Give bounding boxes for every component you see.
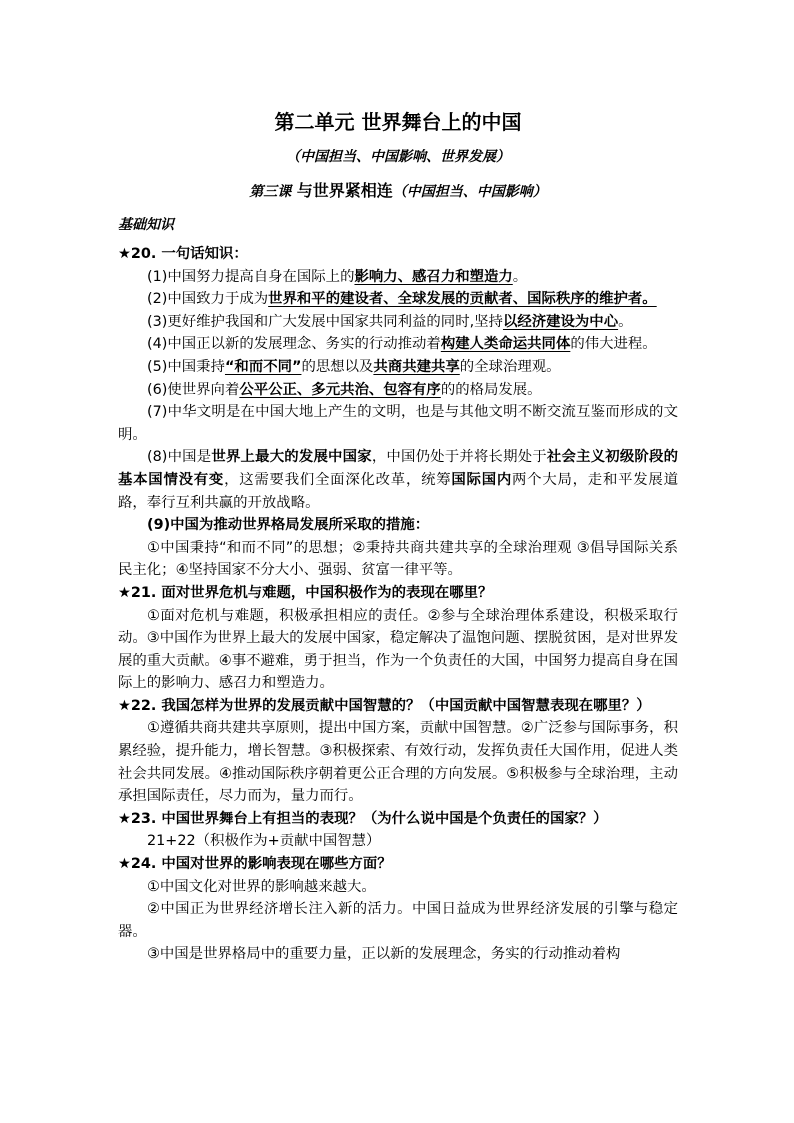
q20-item-9-body: ①中国秉持“和而不同”的思想；②秉持共商共建共享的全球治理观 ③倡导国际关系民主化；④坚持国家不分大小、强弱、贫富一律平等。 (118, 539, 678, 579)
section-heading: 基础知识 (118, 217, 174, 233)
q23-body: 21+22（积极作为+贡献中国智慧） (147, 833, 381, 850)
lesson-title (118, 178, 678, 201)
q21-heading: ★21. 面对世界危机与难题，中国积极作为的表现在哪里？ (118, 584, 493, 601)
q20-item-4: (4)中国正以新的发展理念、务实的行动推动着构建人类命运共同体的伟大进程。 (147, 336, 657, 353)
q20-item-5: (5)中国秉持“和而不同”的思想以及共商共建共享的全球治理观。 (147, 358, 561, 375)
content-body (118, 243, 678, 966)
unit-title: 第二单元 世界舞台上的中国 (274, 110, 522, 134)
q20-heading: ★20. 一句话知识： (118, 246, 248, 262)
q20-item-9: (9)中国为推动世界格局发展所采取的措施： (147, 517, 430, 534)
q20-item-3: (3)更好维护我国和广大发展中国家共同利益的同时,坚持以经济建设为中心。 (147, 313, 633, 330)
q24-point-2: ②中国正为世界经济增长注入新的活力。中国日益成为世界经济发展的引擎与稳定器。 (118, 901, 678, 940)
q23-heading: ★23. 中国世界舞台上有担当的表现？（为什么说中国是个负责任的国家？） (118, 810, 608, 827)
q22-body: ①遵循共商共建共享原则，提出中国方案，贡献中国智慧。②广泛参与国际事务，积累经验，提升能力，增长智慧。③积极探索、有效行动，发挥负责任大国作用，促进人类社会共同发展。④推动国际秩序朝着更公正合理的方向发展。⑤积极参与全球治理，主动承担国际责任，尽力而为，量力而行。 (118, 720, 678, 805)
lesson-note: （中国担当、中国影响） (392, 184, 547, 200)
lesson-name: 与世界紧相连 (291, 181, 393, 200)
q24-heading: ★24. 中国对世界的影响表现在哪些方面？ (118, 856, 392, 873)
q20-item-2: (2)中国致力于成为世界和平的建设者、全球发展的贡献者、国际秩序的维护者。 (147, 291, 657, 308)
q20-item-8: (8)中国是世界上最大的发展中国家，中国仍处于并将长期处于社会主义初级阶段的基本国情没有变，这需要我们全面深化改革，统筹国际国内两个大局，走和平发展道路，奉行互利共赢的开放战略。 (118, 449, 678, 511)
q24-point-3: ③中国是世界格局中的重要力量，正以新的发展理念，务实的行动推动着构 (147, 946, 621, 963)
unit-subtitle: （中国担当、中国影响、世界发展） (286, 149, 510, 165)
q20-item-6: (6)使世界向着公平公正、多元共治、包容有序的的格局发展。 (147, 381, 542, 398)
q22-heading: ★22. 我国怎样为世界的发展贡献中国智慧的？（中国贡献中国智慧表现在哪里？） (118, 697, 651, 714)
q20-item-7: (7)中华文明是在中国大地上产生的文明，也是与其他文明不断交流互鉴而形成的文明。 (118, 404, 678, 443)
lesson-prefix: 第三课 (249, 184, 292, 200)
q21-body: ①面对危机与难题，积极承担相应的责任。②参与全球治理体系建设，积极采取行动。③中国作为世界上最大的发展中国家，稳定解决了温饱问题、摆脱贫困，是对世界发展的重大贡献。④事不避难，勇于担当，作为一个负责任的大国，中国努力提高自身在国际上的影响力、感召力和塑造力。 (118, 607, 678, 692)
q20-item-1: (1)中国努力提高自身在国际上的影响力、感召力和塑造力。 (147, 268, 528, 285)
q24-point-1: ①中国文化对世界的影响越来越大。 (147, 878, 376, 895)
